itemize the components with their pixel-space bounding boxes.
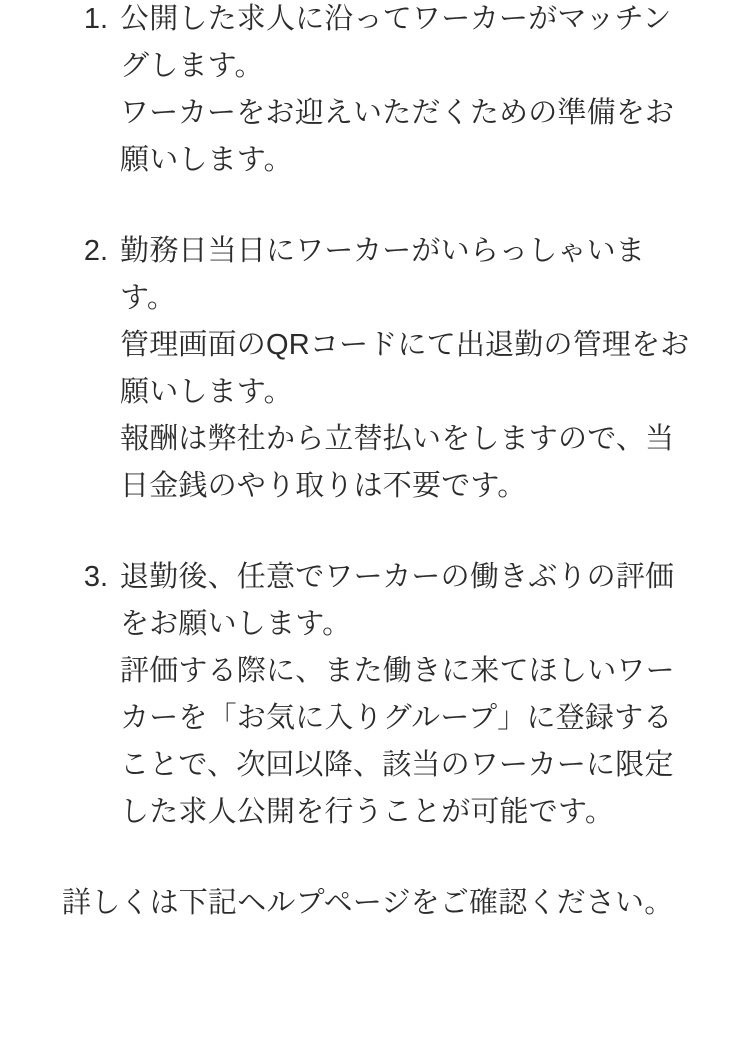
list-item-marker: 1. <box>83 3 108 35</box>
list-item-marker: 3. <box>83 561 108 593</box>
closing-note: 詳しくは下記ヘルプページをご確認ください。 <box>62 887 674 919</box>
list-item-content <box>120 554 690 836</box>
list-item <box>62 0 690 184</box>
paragraph: 管理画面のQRコードにて出退勤の管理をお願いします。 <box>120 329 690 408</box>
paragraph: 報酬は弊社から立替払いをしますので、当日金銭のやり取りは不要です。 <box>120 423 675 502</box>
list-item-content <box>120 228 690 510</box>
list-item-marker: 2. <box>83 235 108 267</box>
ordered-step-list <box>62 0 690 836</box>
paragraph: 評価する際に、また働きに来てほしいワーカーを「お気に入りグループ」に登録することで、次回以降、該当のワーカーに限定した求人公開を行うことが可能です。 <box>120 655 675 828</box>
paragraph: 公開した求人に沿ってワーカーがマッチングします。 <box>120 3 672 82</box>
paragraph: 退勤後、任意でワーカーの働きぶりの評価をお願いします。 <box>120 561 675 640</box>
list-item-content <box>120 0 690 184</box>
list-item <box>62 228 690 510</box>
list-item <box>62 554 690 836</box>
paragraph: ワーカーをお迎えいただくための準備をお願いします。 <box>120 97 675 176</box>
paragraph: 勤務日当日にワーカーがいらっしゃいます。 <box>120 235 646 314</box>
